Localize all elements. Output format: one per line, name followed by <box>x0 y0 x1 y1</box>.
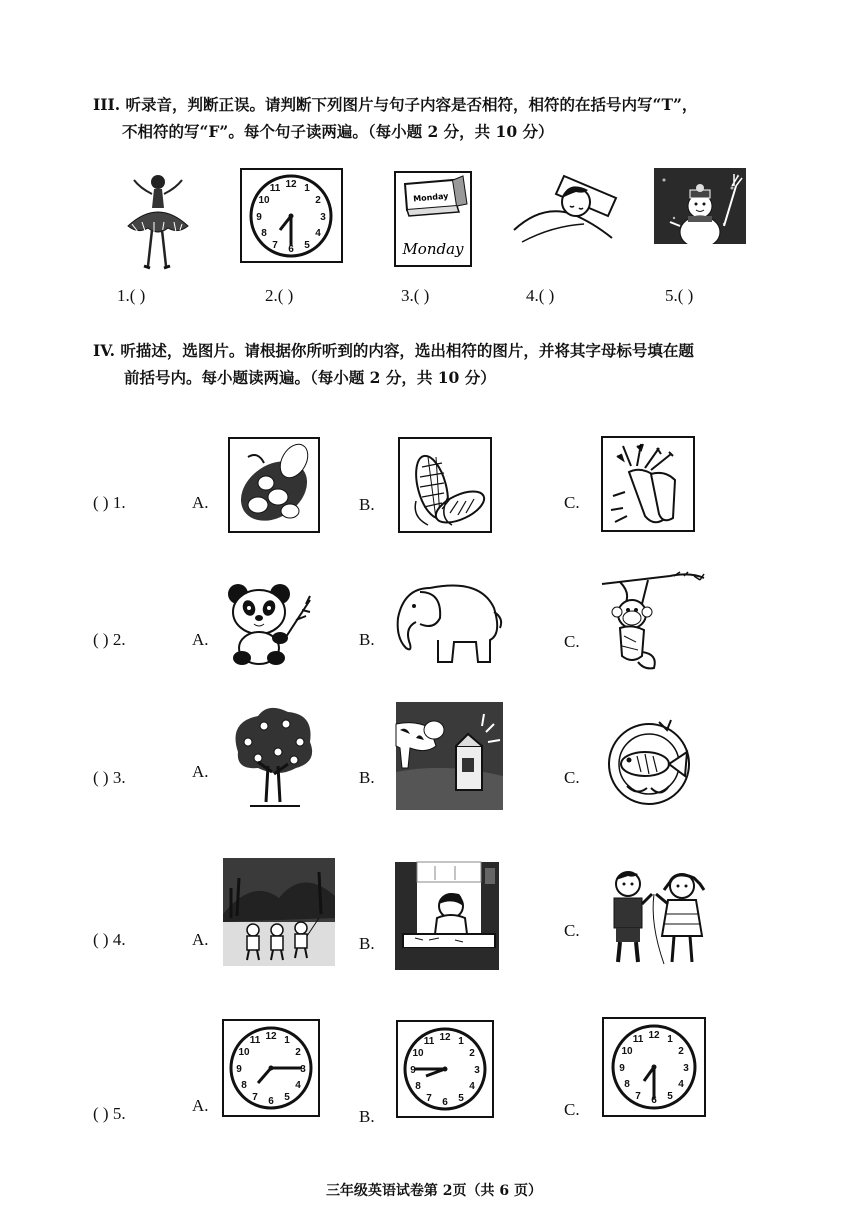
option-letter: C. <box>564 632 580 651</box>
question-3-number[interactable]: ( ) 3. <box>93 768 126 787</box>
clock-number: 1 <box>667 1034 673 1045</box>
section4-instruction-line1: IV. 听描述，选图片。请根据你所听到的内容，选出相符的图片，并将其字母标号填在题 <box>93 341 694 360</box>
clock-number: 8 <box>624 1079 630 1090</box>
clock-number: 10 <box>238 1047 250 1058</box>
clock-number: 4 <box>295 1080 301 1091</box>
question-5-number[interactable]: ( ) 5. <box>93 1104 126 1123</box>
clock-six-thirty-option-image[interactable] <box>602 1017 706 1117</box>
clock-number: 7 <box>635 1091 641 1102</box>
boy-drawing-image[interactable] <box>395 862 499 970</box>
clock-number: 9 <box>619 1063 625 1074</box>
option-letter: C. <box>564 768 580 787</box>
option-letter: B. <box>359 934 375 953</box>
clock-number: 6 <box>651 1095 657 1106</box>
clock-number: 9 <box>236 1064 242 1075</box>
clock-number: 7 <box>426 1093 432 1104</box>
corn-image[interactable] <box>398 437 492 533</box>
clock-number: 10 <box>621 1046 633 1057</box>
panda-image[interactable] <box>224 580 320 670</box>
clock-number: 5 <box>284 1092 290 1103</box>
clock-number: 12 <box>285 179 297 190</box>
question-1-number[interactable]: ( ) 1. <box>93 493 126 512</box>
clock-six-thirty-image <box>240 168 343 263</box>
section4-instruction-line2: 前括号内。每小题读两遍。（每小题 2 分，共 10 分） <box>124 368 496 387</box>
clock-number: 3 <box>320 212 326 223</box>
clock-number: 1 <box>284 1035 290 1046</box>
clock-number: 6 <box>442 1097 448 1108</box>
clock-number: 8 <box>241 1080 247 1091</box>
ballet-dancer-image <box>118 168 198 276</box>
clock-number: 4 <box>315 228 321 239</box>
clock-number: 3 <box>683 1063 689 1074</box>
clock-number: 9 <box>410 1065 416 1076</box>
clock-number: 12 <box>265 1031 277 1042</box>
clock-number: 4 <box>469 1081 475 1092</box>
kids-flying-kite-image[interactable] <box>223 858 335 966</box>
boy-sleeping-image <box>512 168 622 248</box>
clock-number: 2 <box>678 1046 684 1057</box>
clock-number: 4 <box>678 1079 684 1090</box>
option-letter: A. <box>192 762 209 781</box>
option-letter: A. <box>192 930 209 949</box>
question-4-number[interactable]: ( ) 4. <box>93 930 126 949</box>
clock-number: 9 <box>256 212 262 223</box>
clock-number: 3 <box>300 1064 306 1075</box>
clock-seven-fifteen-image[interactable] <box>222 1019 320 1117</box>
elephant-image[interactable] <box>390 578 506 670</box>
clock-number: 11 <box>632 1034 644 1045</box>
clock-number: 8 <box>261 228 267 239</box>
clock-number: 11 <box>269 183 281 194</box>
option-letter: A. <box>192 493 209 512</box>
clock-number: 10 <box>258 195 270 206</box>
option-letter: B. <box>359 495 375 514</box>
item-4-answer-blank[interactable]: 4.( ) <box>526 286 555 305</box>
clock-number: 5 <box>667 1091 673 1102</box>
kids-singing-image[interactable] <box>604 864 716 970</box>
clock-number: 11 <box>249 1035 261 1046</box>
question-2-number[interactable]: ( ) 2. <box>93 630 126 649</box>
option-letter: A. <box>192 630 209 649</box>
clock-eight-forty-five-image[interactable] <box>396 1020 494 1118</box>
clock-number: 5 <box>458 1093 464 1104</box>
clock-number: 6 <box>268 1096 274 1107</box>
option-letter: C. <box>564 921 580 940</box>
clock-number: 3 <box>474 1065 480 1076</box>
option-letter: C. <box>564 1100 580 1119</box>
clock-number: 8 <box>415 1081 421 1092</box>
option-letter: C. <box>564 493 580 512</box>
clock-number: 1 <box>304 183 310 194</box>
calendar-top-text: Monday <box>412 191 449 204</box>
item-1-answer-blank[interactable]: 1.( ) <box>117 286 146 305</box>
cow-and-milk-image[interactable] <box>396 702 503 810</box>
clock-number: 2 <box>295 1047 301 1058</box>
clock-number: 6 <box>288 244 294 255</box>
carrots-image[interactable] <box>601 436 695 532</box>
potatoes-image[interactable] <box>228 437 320 533</box>
clock-number: 12 <box>648 1030 660 1041</box>
item-2-answer-blank[interactable]: 2.( ) <box>265 286 294 305</box>
option-letter: B. <box>359 630 375 649</box>
clock-number: 5 <box>304 240 310 251</box>
option-letter: B. <box>359 768 375 787</box>
item-3-answer-blank[interactable]: 3.( ) <box>401 286 430 305</box>
clock-number: 1 <box>458 1036 464 1047</box>
calendar-day-text: Monday <box>402 240 464 258</box>
clock-number: 12 <box>439 1032 451 1043</box>
clock-number: 2 <box>469 1048 475 1059</box>
clock-number: 10 <box>412 1048 424 1059</box>
apple-tree-image[interactable] <box>228 702 318 810</box>
snowman-image <box>654 168 746 254</box>
clock-number: 7 <box>272 240 278 251</box>
section3-instruction-line1: III. 听录音，判断正误。请判断下列图片与句子内容是否相符，相符的在括号内写“T”， <box>93 95 698 114</box>
monkey-image[interactable] <box>600 572 706 672</box>
clock-number: 7 <box>252 1092 258 1103</box>
fish-plate-image[interactable] <box>607 716 693 806</box>
calendar-monday-image <box>393 170 473 268</box>
clock-number: 11 <box>423 1036 435 1047</box>
option-letter: B. <box>359 1107 375 1126</box>
section3-instruction-line2: 不相符的写“F”。每个句子读两遍。（每小题 2 分，共 10 分） <box>122 122 554 141</box>
item-5-answer-blank[interactable]: 5.( ) <box>665 286 694 305</box>
page-footer: 三年级英语试卷第 2页（共 6 页） <box>325 1183 543 1199</box>
clock-number: 2 <box>315 195 321 206</box>
option-letter: A. <box>192 1096 209 1115</box>
